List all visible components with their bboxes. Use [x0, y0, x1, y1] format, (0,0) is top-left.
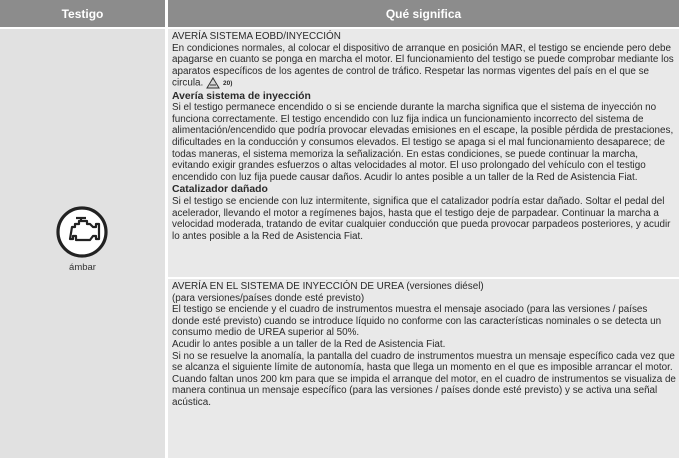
injection-fault-text: Si el testigo permanece encendido o si se enciende durante la marcha significa que el sistema de inyección no funciona correctamente. El testigo encendido con luz fija indica un funcionamiento incorrecto del sistema de alimentación/encendido que podría provocar elevadas emisiones en el escape, la posible pérdida de prestaciones, dificultades en la conducción y consumos elevados. El testigo se apaga si el mal funcionamiento desaparece; de todas maneras, el sistema memoriza la señalización. En estas condiciones, se puede continuar la marcha, evitando exigir grandes esfuerzos o altas velocidades al motor. El uso prolongado del vehículo con el testigo encendido con luz fija puede causar daños. Acudir lo antes posible a un taller de la Red de Asistencia Fiat.	[172, 102, 674, 183]
footnote-reference	[206, 77, 232, 89]
section-urea-p2: Acudir lo antes posible a un taller de la Red de Asistencia Fiat.	[172, 338, 446, 350]
section-urea-subtitle: (para versiones/países donde esté previsto)	[172, 292, 365, 304]
footnote-number: 20)	[223, 79, 233, 87]
section-urea-p3: Si no se resuelve la anomalía, la pantalla del cuadro de instrumentos muestra un mensaje específico cada vez que se alcanza el siguiente límite de autonomía, hasta que llega un momento en el que es imposible arrancar el motor.	[172, 350, 675, 374]
warning-triangle-icon	[206, 77, 220, 89]
section-urea-p4: Cuando faltan unos 200 km para que se impida el arranque del motor, en el cuadro de instrumentos se visualiza de manera continua un mensaje específico (para las versiones / países donde esté previsto) y se activa una señal acústica.	[172, 373, 676, 408]
catalyst-damaged-text: Si el testigo se enciende con luz intermitente, significa que el catalizador podría estar dañado. Soltar el pedal del acelerador, llevando el motor a regímenes bajos, hasta que el testigo deje de parpadear. Continuar la marcha a velocidad moderada, tratando de evitar cualquier conducción que pueda provocar parpadeos posteriores, y acudir lo antes posible a la Red de Asistencia Fiat.	[172, 195, 671, 242]
section-urea-title: AVERÍA EN EL SISTEMA DE INYECCIÓN DE UREA (versiones diésel)	[172, 281, 484, 292]
injection-fault-heading: Avería sistema de inyección	[172, 90, 311, 102]
catalyst-damaged-heading: Catalizador dañado	[172, 184, 268, 196]
section-urea	[172, 281, 676, 409]
section-eobd-title: AVERÍA SISTEMA EOBD/INYECCIÓN	[172, 31, 341, 42]
header-que-significa: Qué significa	[168, 0, 679, 27]
row-divider	[168, 277, 679, 279]
section-eobd-intro: En condiciones normales, al colocar el dispositivo de arranque en posición MAR, el testigo se enciende pero debe apagarse en cuanto se ponga en marcha el motor. El funcionamiento del testigo se puede comprobar mediante los aparatos específicos de los agentes de control de tráfico. Respetar las normas vigentes del país en el que se circula. 20)	[172, 42, 674, 89]
section-urea-p1: El testigo se enciende y el cuadro de instrumentos muestra el mensaje asociado (para las versiones / países donde esté previsto) cuando se introduce líquido no conforme con las características nominales o se detecta un consumo medio de UREA superior al 50%.	[172, 304, 662, 339]
header-testigo: Testigo	[0, 0, 165, 27]
indicator-color-label: ámbar	[69, 262, 96, 273]
engine-check-icon	[55, 205, 109, 259]
section-eobd	[172, 31, 676, 242]
